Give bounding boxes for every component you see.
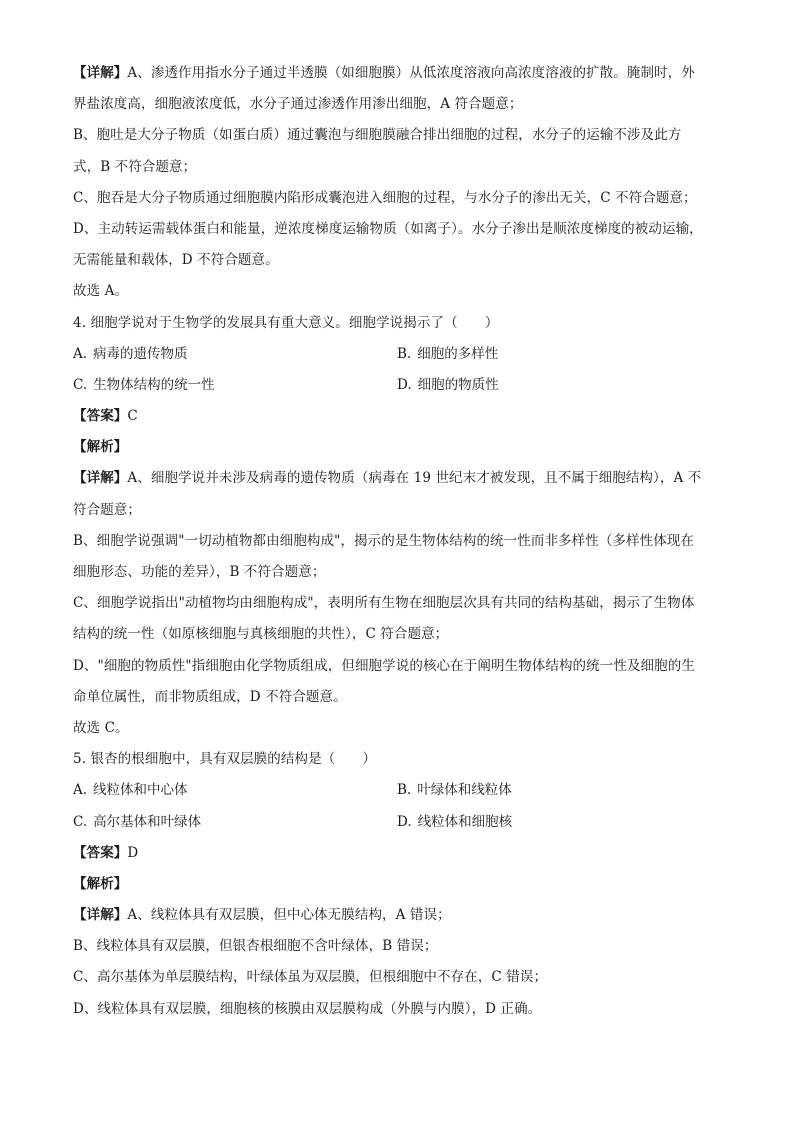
q4-explain-line-5: C、细胞学说指出"动植物均由细胞构成"，表明所有生物在细胞层次具有共同的结构基础，揭示了生物体	[73, 595, 695, 612]
q4-answer	[73, 401, 721, 432]
q3-explain-line-6: D、主动转运需载体蛋白和能量，逆浓度梯度运输物质（如离子）。水分子渗出是顺浓度梯度的被动运输，	[73, 220, 703, 237]
q4-explain-line-2: 符合题意；	[73, 501, 141, 518]
explain-label: 【详解】	[73, 65, 128, 81]
q5-option-b: B. 叶绿体和线粒体	[397, 782, 512, 799]
q4-option-a: A. 病毒的遗传物质	[73, 345, 188, 362]
q5-explain-line-1: 【详解】A、线粒体具有双层膜，但中心体无膜结构，A 错误；	[73, 907, 451, 924]
q5-options-row-1	[73, 775, 721, 806]
q4-stem: 4. 细胞学说对于生物学的发展具有重大意义。细胞学说揭示了（ ）	[73, 314, 499, 331]
q3-explain-line-3: B、胞吐是大分子物质（如蛋白质）通过囊泡与细胞膜融合排出细胞的过程，水分子的运输不涉及此方	[73, 127, 682, 144]
q4-option-b: B. 细胞的多样性	[397, 345, 499, 362]
answer-label: 【答案】	[73, 408, 128, 425]
q5-option-d: D. 线粒体和细胞核	[397, 813, 513, 830]
q3-explain-line-5: C、胞吞是大分子物质通过细胞膜内陷形成囊泡进入细胞的过程，与水分子的渗出无关，C 不符合题意；	[73, 189, 697, 206]
q3-explain-line-7: 无需能量和载体，D 不符合题意。	[73, 252, 279, 269]
q3-explain-line-1: 【详解】A、渗透作用指水分子通过半透膜（如细胞膜）从低浓度溶液向高浓度溶液的扩散。腌制时，外	[73, 65, 695, 81]
answer-value: C	[127, 408, 138, 425]
q4-explain-line-4: 细胞形态、功能的差异），B 不符合题意；	[73, 564, 326, 580]
q5-explain-line-2: B、线粒体具有双层膜，但银杏根细胞不含叶绿体，B 错误；	[73, 938, 438, 955]
q5-options-row-2	[73, 807, 721, 838]
explain-label: 【详解】	[73, 470, 128, 487]
q5-option-a: A. 线粒体和中心体	[73, 782, 188, 799]
q4-options-row-1	[73, 339, 721, 370]
q4-option-d: D. 细胞的物质性	[397, 376, 499, 393]
q4-option-c: C. 生物体结构的统一性	[73, 376, 215, 393]
q5-explain-line-3: C、高尔基体为单层膜结构，叶绿体虽为双层膜，但根细胞中不存在，C 错误；	[73, 969, 548, 986]
q4-explain-line-7: D、"细胞的物质性"指细胞由化学物质组成，但细胞学说的核心在于阐明生物体结构的统一性及细胞的生	[73, 657, 695, 674]
answer-label: 【答案】	[73, 844, 128, 861]
q4-options-row-2	[73, 370, 721, 401]
q5-option-c: C. 高尔基体和叶绿体	[73, 813, 202, 830]
q4-explain-line-6: 结构的统一性（如原核细胞与真核细胞的共性），C 符合题意；	[73, 626, 449, 643]
document-page	[73, 58, 721, 1025]
q4-analysis-label: 【解析】	[73, 439, 128, 456]
explain-label: 【详解】	[73, 907, 128, 924]
q5-answer	[73, 838, 721, 869]
q4-explain-line-1: 【详解】A、细胞学说并未涉及病毒的遗传物质（病毒在 19 世纪末才被发现，且不属于细胞结构），A 不	[73, 470, 702, 487]
q5-stem: 5. 银杏的根细胞中，具有双层膜的结构是（ ）	[73, 751, 377, 768]
q5-explain-line-4: D、线粒体具有双层膜，细胞核的核膜由双层膜构成（外膜与内膜），D 正确。	[73, 1000, 542, 1017]
q4-explain-line-3: B、细胞学说强调"一切动植物都由细胞构成"，揭示的是生物体结构的统一性而非多样性（多样性体现在	[73, 532, 695, 549]
q3-explain-line-4: 式，B 不符合题意；	[73, 158, 197, 175]
q4-explain-line-8: 命单位属性，而非物质组成，D 不符合题意。	[73, 688, 347, 705]
answer-value: D	[127, 844, 139, 861]
q4-conclusion: 故选 C。	[73, 719, 129, 736]
q5-analysis-label: 【解析】	[73, 875, 128, 892]
q3-explain-line-2: 界盐浓度高，细胞液浓度低，水分子通过渗透作用渗出细胞，A 符合题意；	[73, 96, 523, 113]
q3-conclusion: 故选 A。	[73, 283, 129, 300]
